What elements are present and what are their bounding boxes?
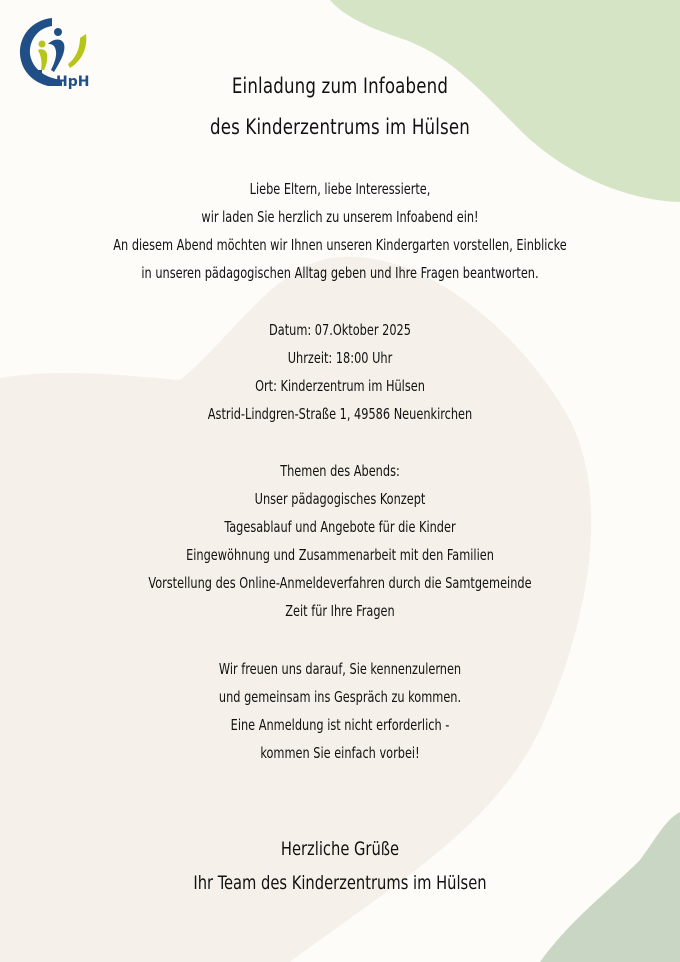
title-line-2: des Kinderzentrums im Hülsen [209, 115, 471, 139]
outro-line: kommen Sie einfach vorbei! [260, 744, 420, 762]
logo-adult-head-icon [54, 28, 62, 36]
closing-signature: Ihr Team des Kinderzentrums im Hülsen [193, 872, 487, 894]
topic-item: Eingewöhnung und Zusammenarbeit mit den Familien [186, 546, 494, 564]
intro-line: wir laden Sie herzlich zu unserem Infoabend ein! [201, 208, 479, 226]
title-line-1: Einladung zum Infoabend [231, 74, 449, 98]
logo-adult-body-icon [48, 40, 64, 73]
logo-child-body-icon [38, 49, 47, 70]
logo-lime-arc-icon [68, 34, 86, 68]
event-date: Datum: 07.Oktober 2025 [269, 321, 411, 339]
hph-logo [14, 14, 94, 92]
logo-child-head-icon [39, 41, 46, 48]
green-blob-top [330, 0, 680, 202]
topic-item: Unser pädagogisches Konzept [254, 490, 426, 508]
intro-line: Liebe Eltern, liebe Interessierte, [249, 180, 431, 198]
logo-gear-notch [36, 70, 42, 76]
outro-line: Wir freuen uns darauf, Sie kennenzulernen [218, 660, 462, 678]
event-address: Astrid-Lindgren-Straße 1, 49586 Neuenkirchen [207, 405, 473, 423]
logo-text: HpH [56, 74, 90, 90]
intro-line: in unseren pädagogischen Alltag geben und Ihre Fragen beantworten. [141, 264, 539, 282]
outro-line: Eine Anmeldung ist nicht erforderlich - [230, 716, 450, 734]
closing-greeting: Herzliche Grüße [280, 838, 400, 860]
topic-item: Vorstellung des Online-Anmeldeverfahren durch die Samtgemeinde [148, 574, 532, 592]
event-location: Ort: Kinderzentrum im Hülsen [255, 377, 425, 395]
event-time: Uhrzeit: 18:00 Uhr [287, 349, 393, 367]
topic-item: Zeit für Ihre Fragen [285, 602, 395, 620]
topics-heading: Themen des Abends: [280, 462, 400, 480]
topic-item: Tagesablauf und Angebote für die Kinder [224, 518, 456, 536]
intro-line: An diesem Abend möchten wir Ihnen unseren Kindergarten vorstellen, Einblicke [113, 236, 567, 254]
outro-line: und gemeinsam ins Gespräch zu kommen. [218, 688, 462, 706]
